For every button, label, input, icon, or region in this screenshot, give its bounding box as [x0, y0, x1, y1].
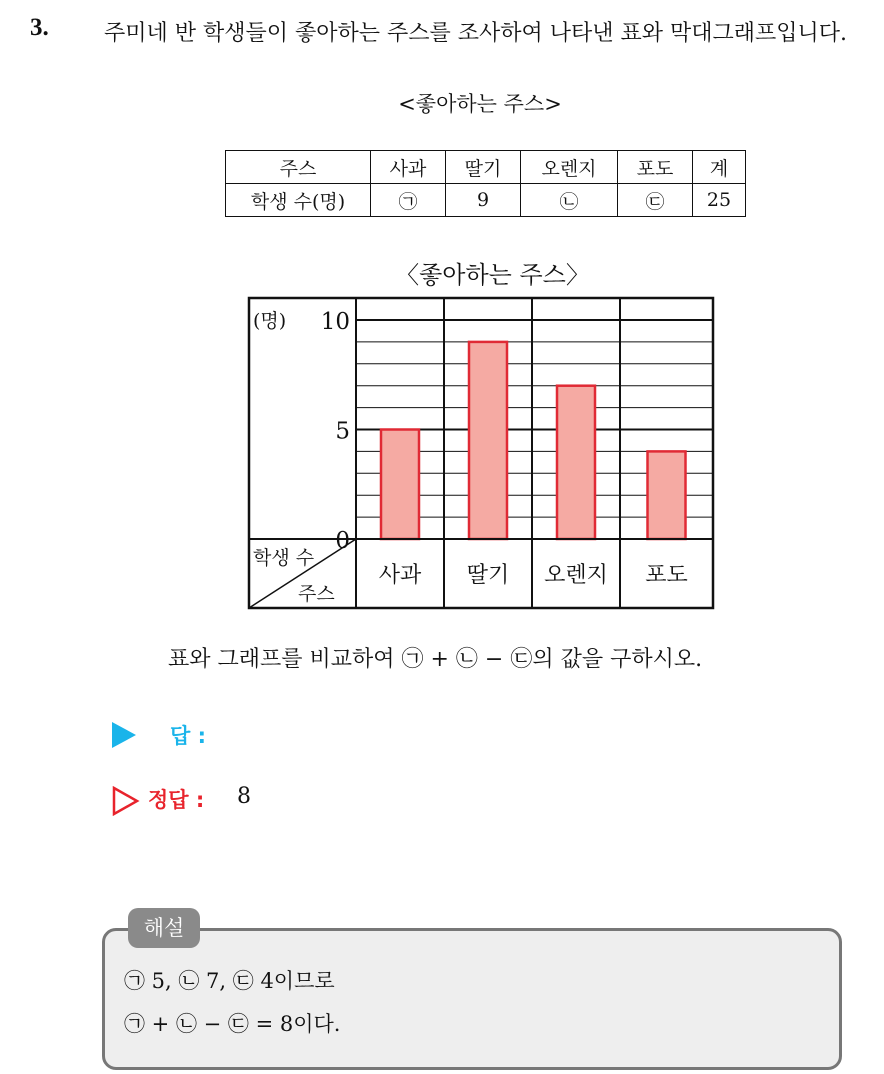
table-cell: ㉡ — [521, 184, 618, 217]
explanation-box — [102, 928, 842, 1070]
x-tick-label: 오렌지 — [544, 563, 608, 588]
outline-arrow-icon — [112, 786, 140, 816]
table-header-cell: 포도 — [618, 151, 693, 184]
explanation-tag: 해설 — [128, 908, 200, 948]
table-cell: ㉢ — [618, 184, 693, 217]
table-header-cell: 오렌지 — [521, 151, 618, 184]
corner-label-top: 학생 수 — [253, 547, 315, 569]
bar — [469, 342, 507, 539]
bar — [648, 451, 686, 539]
question-prompt: 표와 그래프를 비교하여 ㉠ + ㉡ − ㉢의 값을 구하시오. — [168, 647, 703, 672]
bar — [557, 386, 595, 539]
y-tick-label: 0 — [335, 528, 350, 554]
chart-title: 〈좋아하는 주스〉 — [395, 261, 590, 289]
table-cell: ㉠ — [371, 184, 446, 217]
table-title: <좋아하는 주스> — [398, 92, 562, 116]
y-tick-label: 5 — [335, 418, 350, 445]
explanation-line-2: ㉠ + ㉡ − ㉢ = 8이다. — [124, 1012, 341, 1036]
table-cell: 25 — [693, 184, 746, 217]
table-cell: 9 — [446, 184, 521, 217]
x-tick-label: 포도 — [645, 563, 688, 588]
x-tick-label: 사과 — [378, 563, 422, 588]
play-arrow-icon — [112, 722, 136, 748]
correct-answer-label: 정답 : — [148, 788, 205, 812]
table-header-cell: 딸기 — [446, 151, 521, 184]
y-tick-label: 10 — [320, 309, 350, 335]
correct-answer-value: 8 — [237, 784, 251, 809]
table-header-cell: 주스 — [226, 151, 371, 184]
corner-label-bottom: 주스 — [298, 583, 335, 605]
table-header-cell: 계 — [693, 151, 746, 184]
answer-label: 답 : — [170, 724, 206, 748]
table-header-cell: 사과 — [371, 151, 446, 184]
bar — [381, 430, 419, 540]
x-tick-label: 딸기 — [466, 563, 510, 588]
unit-label: (명) — [253, 310, 287, 332]
question-number: 3. — [30, 14, 49, 41]
table-cell: 학생 수(명) — [226, 184, 371, 217]
question-text: 주미네 반 학생들이 좋아하는 주스를 조사하여 나타낸 표와 막대그래프입니다. — [104, 21, 848, 46]
explanation-line-1: ㉠ 5, ㉡ 7, ㉢ 4이므로 — [124, 969, 335, 993]
